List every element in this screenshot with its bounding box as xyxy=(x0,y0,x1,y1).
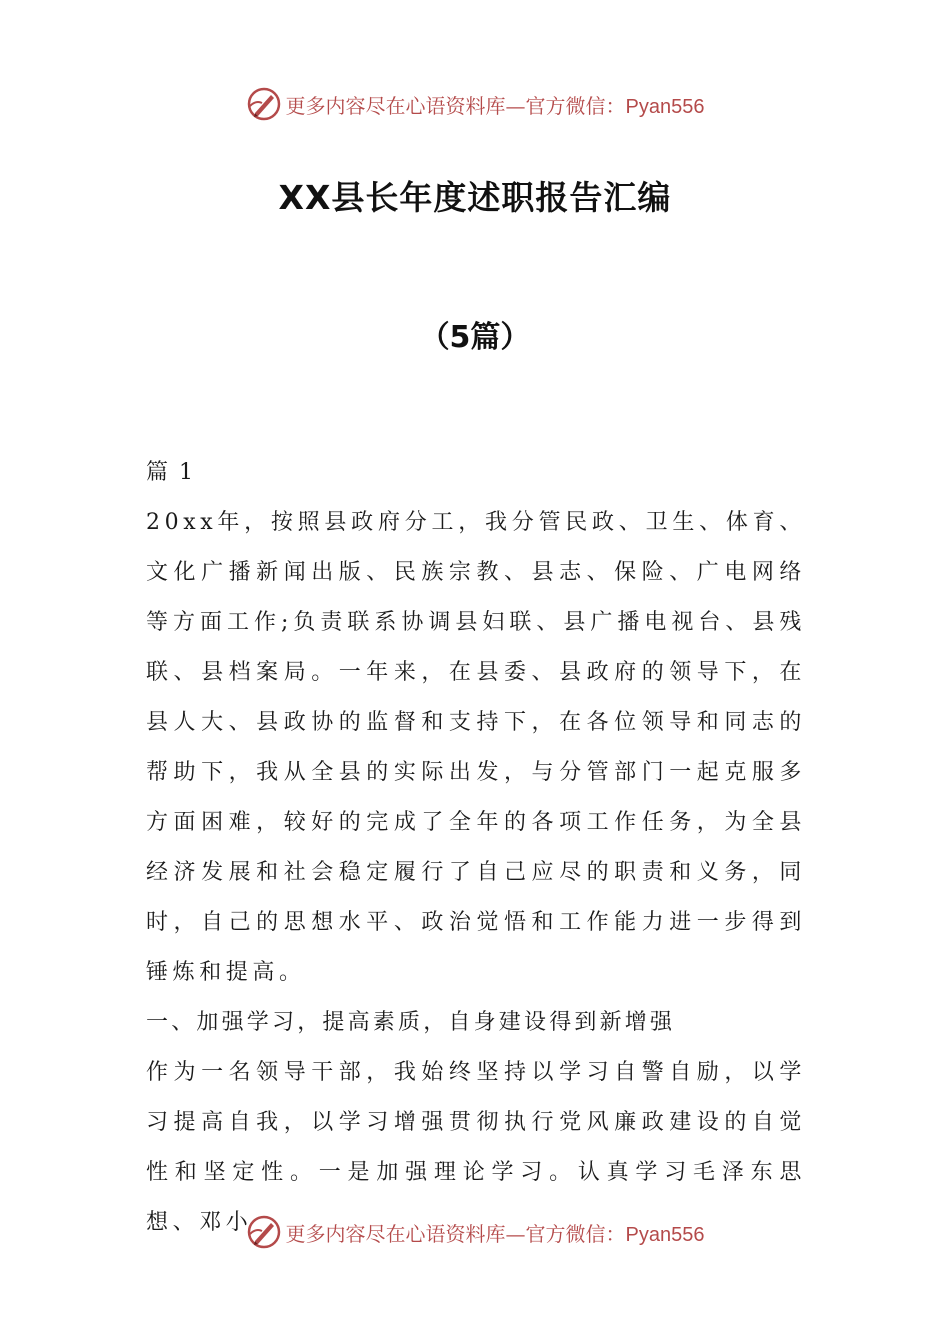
watermark-banner-top xyxy=(0,84,950,124)
paragraph-2: 作为一名领导干部，我始终坚持以学习自警自励，以学习提高自我，以学习增强贯彻执行党风廉政建设的自觉性和坚定性。一是加强理论学习。认真学习毛泽东思想、邓小 xyxy=(146,1060,806,1235)
pen-logo-icon xyxy=(246,86,282,122)
document-title: XX县长年度述职报告汇编 xyxy=(278,178,672,217)
pen-logo-icon xyxy=(246,1214,282,1250)
wechat-id: Pyan556 xyxy=(625,1223,705,1246)
wechat-id: Pyan556 xyxy=(625,95,705,118)
document-body xyxy=(146,448,806,1248)
document-subtitle: （5篇） xyxy=(419,320,531,355)
section-label: 篇 1 xyxy=(146,460,195,485)
watermark-banner-bottom xyxy=(0,1212,950,1252)
section-heading-1: 一、加强学习，提高素质，自身建设得到新增强 xyxy=(146,1010,676,1035)
paragraph-1: 20xx年，按照县政府分工，我分管民政、卫生、体育、文化广播新闻出版、民族宗教、县志、保险、广电网络等方面工作;负责联系协调县妇联、县广播电视台、县残联、县档案局。一年来，在县委、县政府的领导下，在县人大、县政协的监督和支持下，在各位领导和同志的帮助下，我从全县的实际出发，与分管部门一起克服多方面困难，较好的完成了全年的各项工作任务，为全县经济发展和社会稳定履行了自己应尽的职责和义务，同时，自己的思想水平、政治觉悟和工作能力进一步得到锤炼和提高。 xyxy=(146,510,806,985)
watermark-text: 更多内容尽在心语资料库—官方微信：Pyan556 xyxy=(285,1221,705,1246)
watermark-text: 更多内容尽在心语资料库—官方微信：Pyan556 xyxy=(285,93,705,118)
